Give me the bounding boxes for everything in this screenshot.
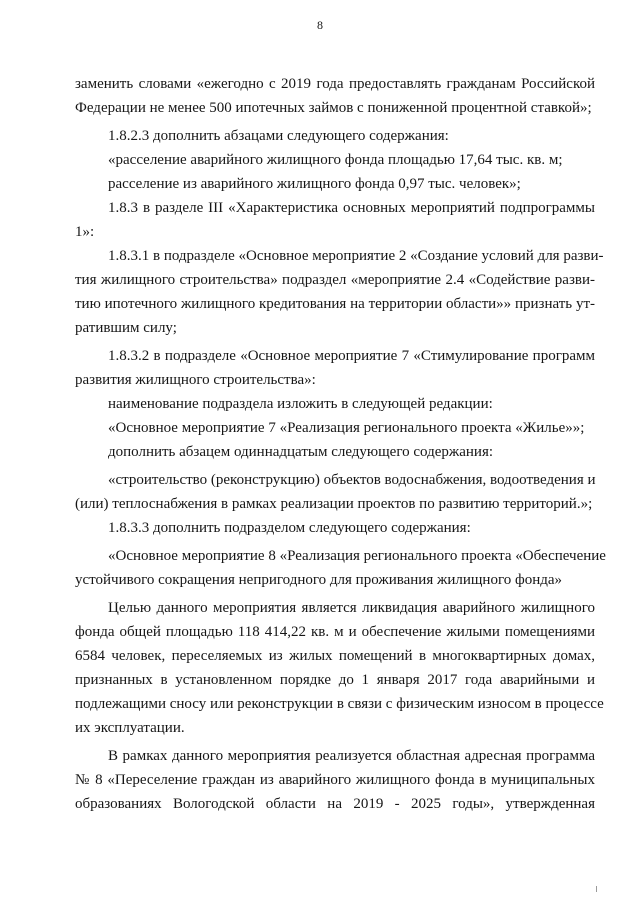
text-line: «Основное мероприятие 8 «Реализация регионального проекта «Обеспечение (108, 548, 606, 564)
text-line: 1.8.3.2 в подразделе «Основное мероприятие 7 «Стимулирование программ (108, 348, 595, 364)
text-line: 6584 человек, переселяемых из жилых помещений в многоквартирных домах, (75, 648, 595, 664)
text-line: фонда общей площадью 118 414,22 кв. м и обеспечение жилыми помещениями (75, 624, 595, 640)
text-line: развития жилищного строительства»: (75, 372, 316, 388)
text-line: заменить словами «ежегодно с 2019 года предоставлять гражданам Российской (75, 76, 595, 92)
text-line: 1.8.3.3 дополнить подразделом следующего содержания: (108, 520, 471, 536)
page-number: 8 (317, 18, 323, 32)
text-line: «строительство (реконструкцию) объектов водоснабжения, водоотведения и (108, 472, 596, 488)
text-line: тия жилищного строительства» подраздел «мероприятие 2.4 «Содействие разви- (75, 272, 595, 288)
text-line: тию ипотечного жилищного кредитования на территории области»» признать ут- (75, 296, 595, 312)
text-line: Целью данного мероприятия является ликвидация аварийного жилищного (108, 600, 595, 616)
scan-mark (596, 886, 597, 892)
text-line: (или) теплоснабжения в рамках реализации проектов по развитию территорий.»; (75, 496, 593, 512)
text-line: ратившим силу; (75, 320, 177, 336)
text-line: подлежащими сносу или реконструкции в связи с физическим износом в процессе (75, 696, 604, 712)
text-line: их эксплуатации. (75, 720, 185, 736)
text-line: «расселение аварийного жилищного фонда площадью 17,64 тыс. кв. м; (108, 152, 563, 168)
text-line: расселение из аварийного жилищного фонда 0,97 тыс. человек»; (108, 176, 521, 192)
text-line: 1»: (75, 224, 95, 240)
text-line: дополнить абзацем одиннадцатым следующего содержания: (108, 444, 494, 460)
text-line: признанных в установленном порядке до 1 января 2017 года аварийными и (75, 672, 595, 688)
text-line: 1.8.3.1 в подразделе «Основное мероприятие 2 «Создание условий для разви- (108, 248, 604, 264)
text-line: 1.8.3 в разделе III «Характеристика основных мероприятий подпрограммы (108, 200, 595, 216)
text-line: Федерации не менее 500 ипотечных займов с пониженной процентной ставкой»; (75, 100, 592, 116)
text-line: «Основное мероприятие 7 «Реализация регионального проекта «Жилье»»; (108, 420, 585, 436)
text-line: 1.8.2.3 дополнить абзацами следующего содержания: (108, 128, 449, 144)
text-line: № 8 «Переселение граждан из аварийного жилищного фонда в муниципальных (75, 772, 595, 788)
text-line: В рамках данного мероприятия реализуется областная адресная программа (108, 748, 595, 764)
text-line: устойчивого сокращения непригодного для проживания жилищного фонда» (75, 572, 563, 588)
text-line: образованиях Вологодской области на 2019 - 2025 годы», утвержденная (75, 796, 595, 812)
text-line: наименование подраздела изложить в следующей редакции: (108, 396, 493, 412)
